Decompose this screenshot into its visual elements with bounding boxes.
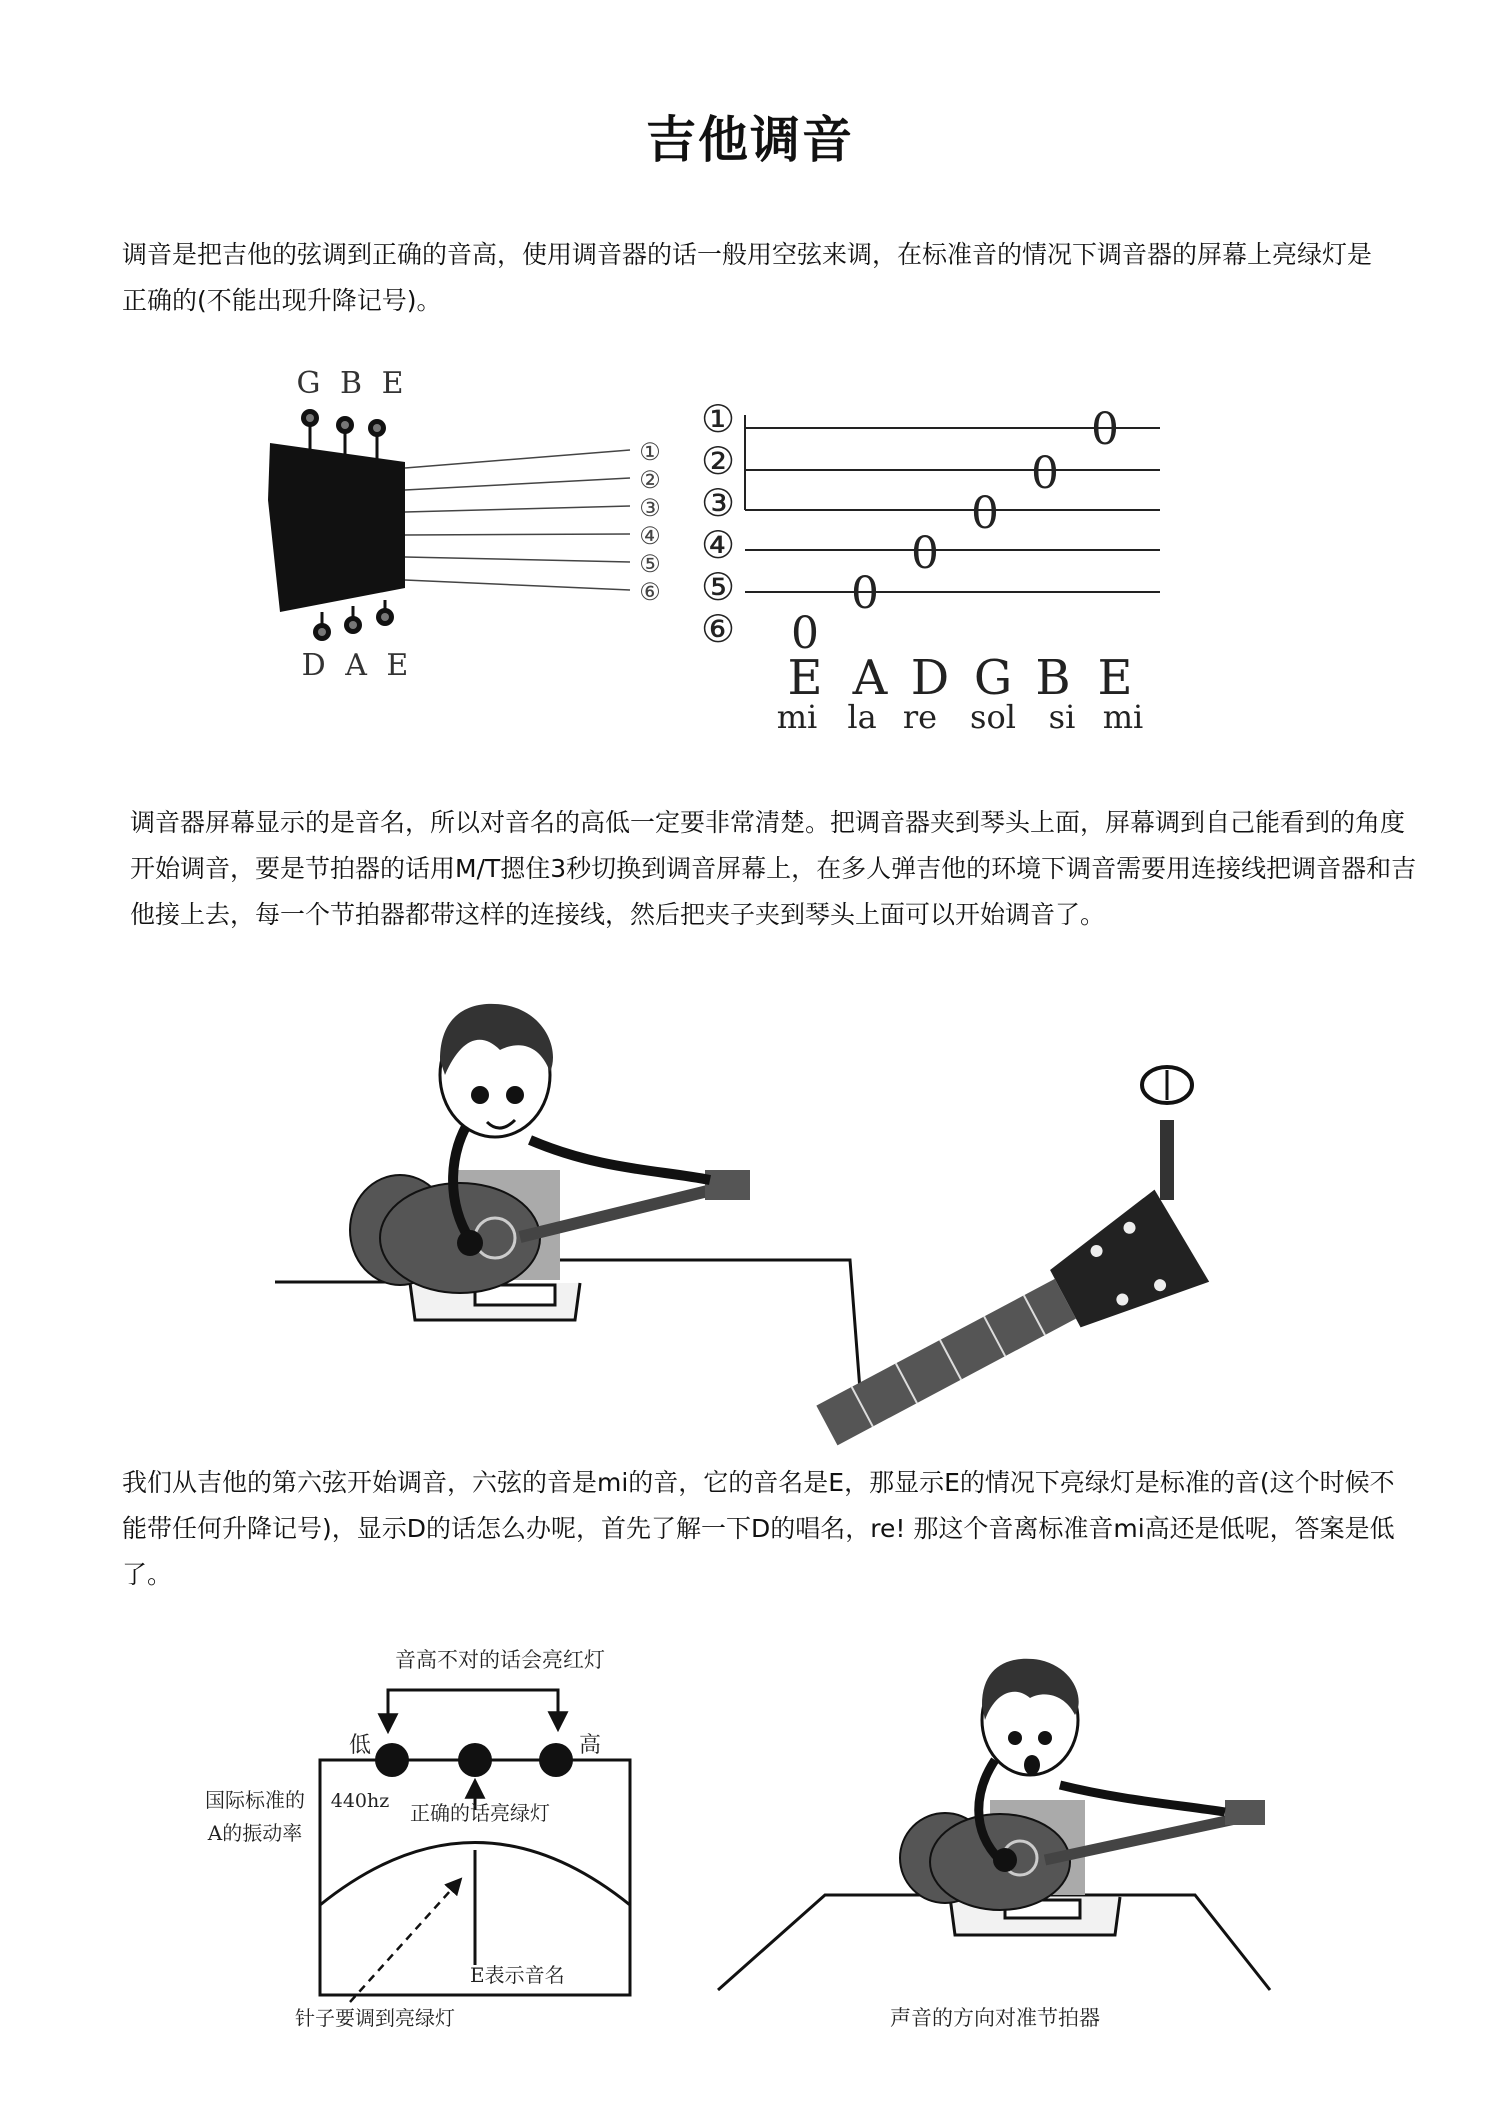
bottom-tuning-pegs xyxy=(313,600,394,641)
correct-light-label: 正确的话亮绿灯 xyxy=(410,1801,550,1825)
intro-paragraph: 调音是把吉他的弦调到正确的音高，使用调音器的话一般用空弦来调，在标准音的情况下调音器的屏幕上亮绿灯是正确的(不能出现升降记号)。 xyxy=(122,240,1373,315)
note-names xyxy=(787,650,1132,706)
staff-string-numbers xyxy=(701,397,735,651)
tuner-usage-paragraph: 调音器屏幕显示的是音名，所以对音名的高低一定要非常清楚。把调音器夹到琴头上面，屏幕调到自己能看到的角度开始调音，要是节拍器的话用M/T摁住3秒切换到调音屏幕上，在多人弹吉他的环境下调音需要用连接线把调音器和吉他接上去，每一个节拍器都带这样的连接线，然后把夹子夹到琴头上面可以开始调音了。 xyxy=(130,808,1417,929)
svg-text:③: ③ xyxy=(639,494,661,522)
tuner-diagram xyxy=(205,1648,630,2030)
note-name-label: E表示音名 xyxy=(470,1963,565,1987)
open-string-marks xyxy=(791,404,1119,659)
svg-text:②: ② xyxy=(700,439,736,483)
solfege-names xyxy=(777,698,1144,736)
svg-text:mi: mi xyxy=(776,698,818,736)
svg-text:⑥: ⑥ xyxy=(639,578,661,606)
sixth-string-paragraph: 我们从吉他的第六弦开始调音，六弦的音是mi的音，它的音名是E，那显示E的情况下亮绿灯是标准的音(这个时候不能带任何升降记号)，显示D的话怎么办呢，首先了解一下D的唱名，re! 那这个音离标准音mi高还是低呢，答案是低了。 xyxy=(122,1468,1395,1589)
guitarist-singing-illustration xyxy=(718,1659,1270,2030)
svg-text:si: si xyxy=(1048,698,1076,736)
page-title: 吉他调音 xyxy=(646,111,854,169)
svg-text:la: la xyxy=(847,698,877,736)
svg-text:E: E xyxy=(787,650,823,706)
red-light-label: 音高不对的话会亮红灯 xyxy=(395,1648,605,1672)
svg-text:⑥: ⑥ xyxy=(700,607,736,651)
svg-text:④: ④ xyxy=(700,523,736,567)
svg-text:③: ③ xyxy=(700,481,736,525)
top-peg-labels: G B E xyxy=(296,366,404,401)
guitarist-illustration xyxy=(275,1004,860,1390)
svg-text:⑤: ⑤ xyxy=(639,550,661,578)
svg-text:①: ① xyxy=(700,397,736,441)
high-label: 高 xyxy=(578,1733,602,1758)
standard-label-line2: A的振动率 xyxy=(207,1821,303,1845)
svg-text:sol: sol xyxy=(970,698,1016,736)
svg-text:re: re xyxy=(902,698,938,736)
correct-light xyxy=(458,1743,492,1777)
guitar-strings xyxy=(405,450,630,590)
svg-text:0: 0 xyxy=(791,608,819,659)
needle-label: 针子要调到亮绿灯 xyxy=(295,2006,455,2030)
svg-text:⑤: ⑤ xyxy=(700,565,736,609)
standard-label-line1: 国际标准的 xyxy=(205,1788,305,1812)
svg-text:0: 0 xyxy=(911,528,939,579)
svg-text:0: 0 xyxy=(971,488,999,539)
low-light xyxy=(375,1743,409,1777)
svg-text:G: G xyxy=(973,650,1013,706)
svg-text:0: 0 xyxy=(1091,404,1119,455)
svg-text:0: 0 xyxy=(851,568,879,619)
svg-text:E: E xyxy=(1097,650,1133,706)
headstock-diagram xyxy=(268,366,661,683)
clip-tuner-headstock-illustration xyxy=(801,1067,1209,1472)
svg-text:B: B xyxy=(1035,650,1071,706)
svg-text:0: 0 xyxy=(1031,448,1059,499)
frequency-label: 440hz xyxy=(330,1790,390,1812)
svg-text:A: A xyxy=(852,650,888,706)
open-string-staff xyxy=(701,397,1160,736)
svg-text:①: ① xyxy=(639,438,661,466)
headstock-string-numbers xyxy=(639,438,661,606)
bottom-peg-labels: D A E xyxy=(301,648,409,683)
low-label: 低 xyxy=(348,1733,372,1758)
svg-text:mi: mi xyxy=(1102,698,1144,736)
svg-text:④: ④ xyxy=(639,522,661,550)
headstock-body xyxy=(268,443,405,612)
sound-direction-caption: 声音的方向对准节拍器 xyxy=(890,2006,1100,2030)
svg-text:D: D xyxy=(910,650,950,706)
high-light xyxy=(539,1743,573,1777)
svg-text:②: ② xyxy=(639,466,661,494)
